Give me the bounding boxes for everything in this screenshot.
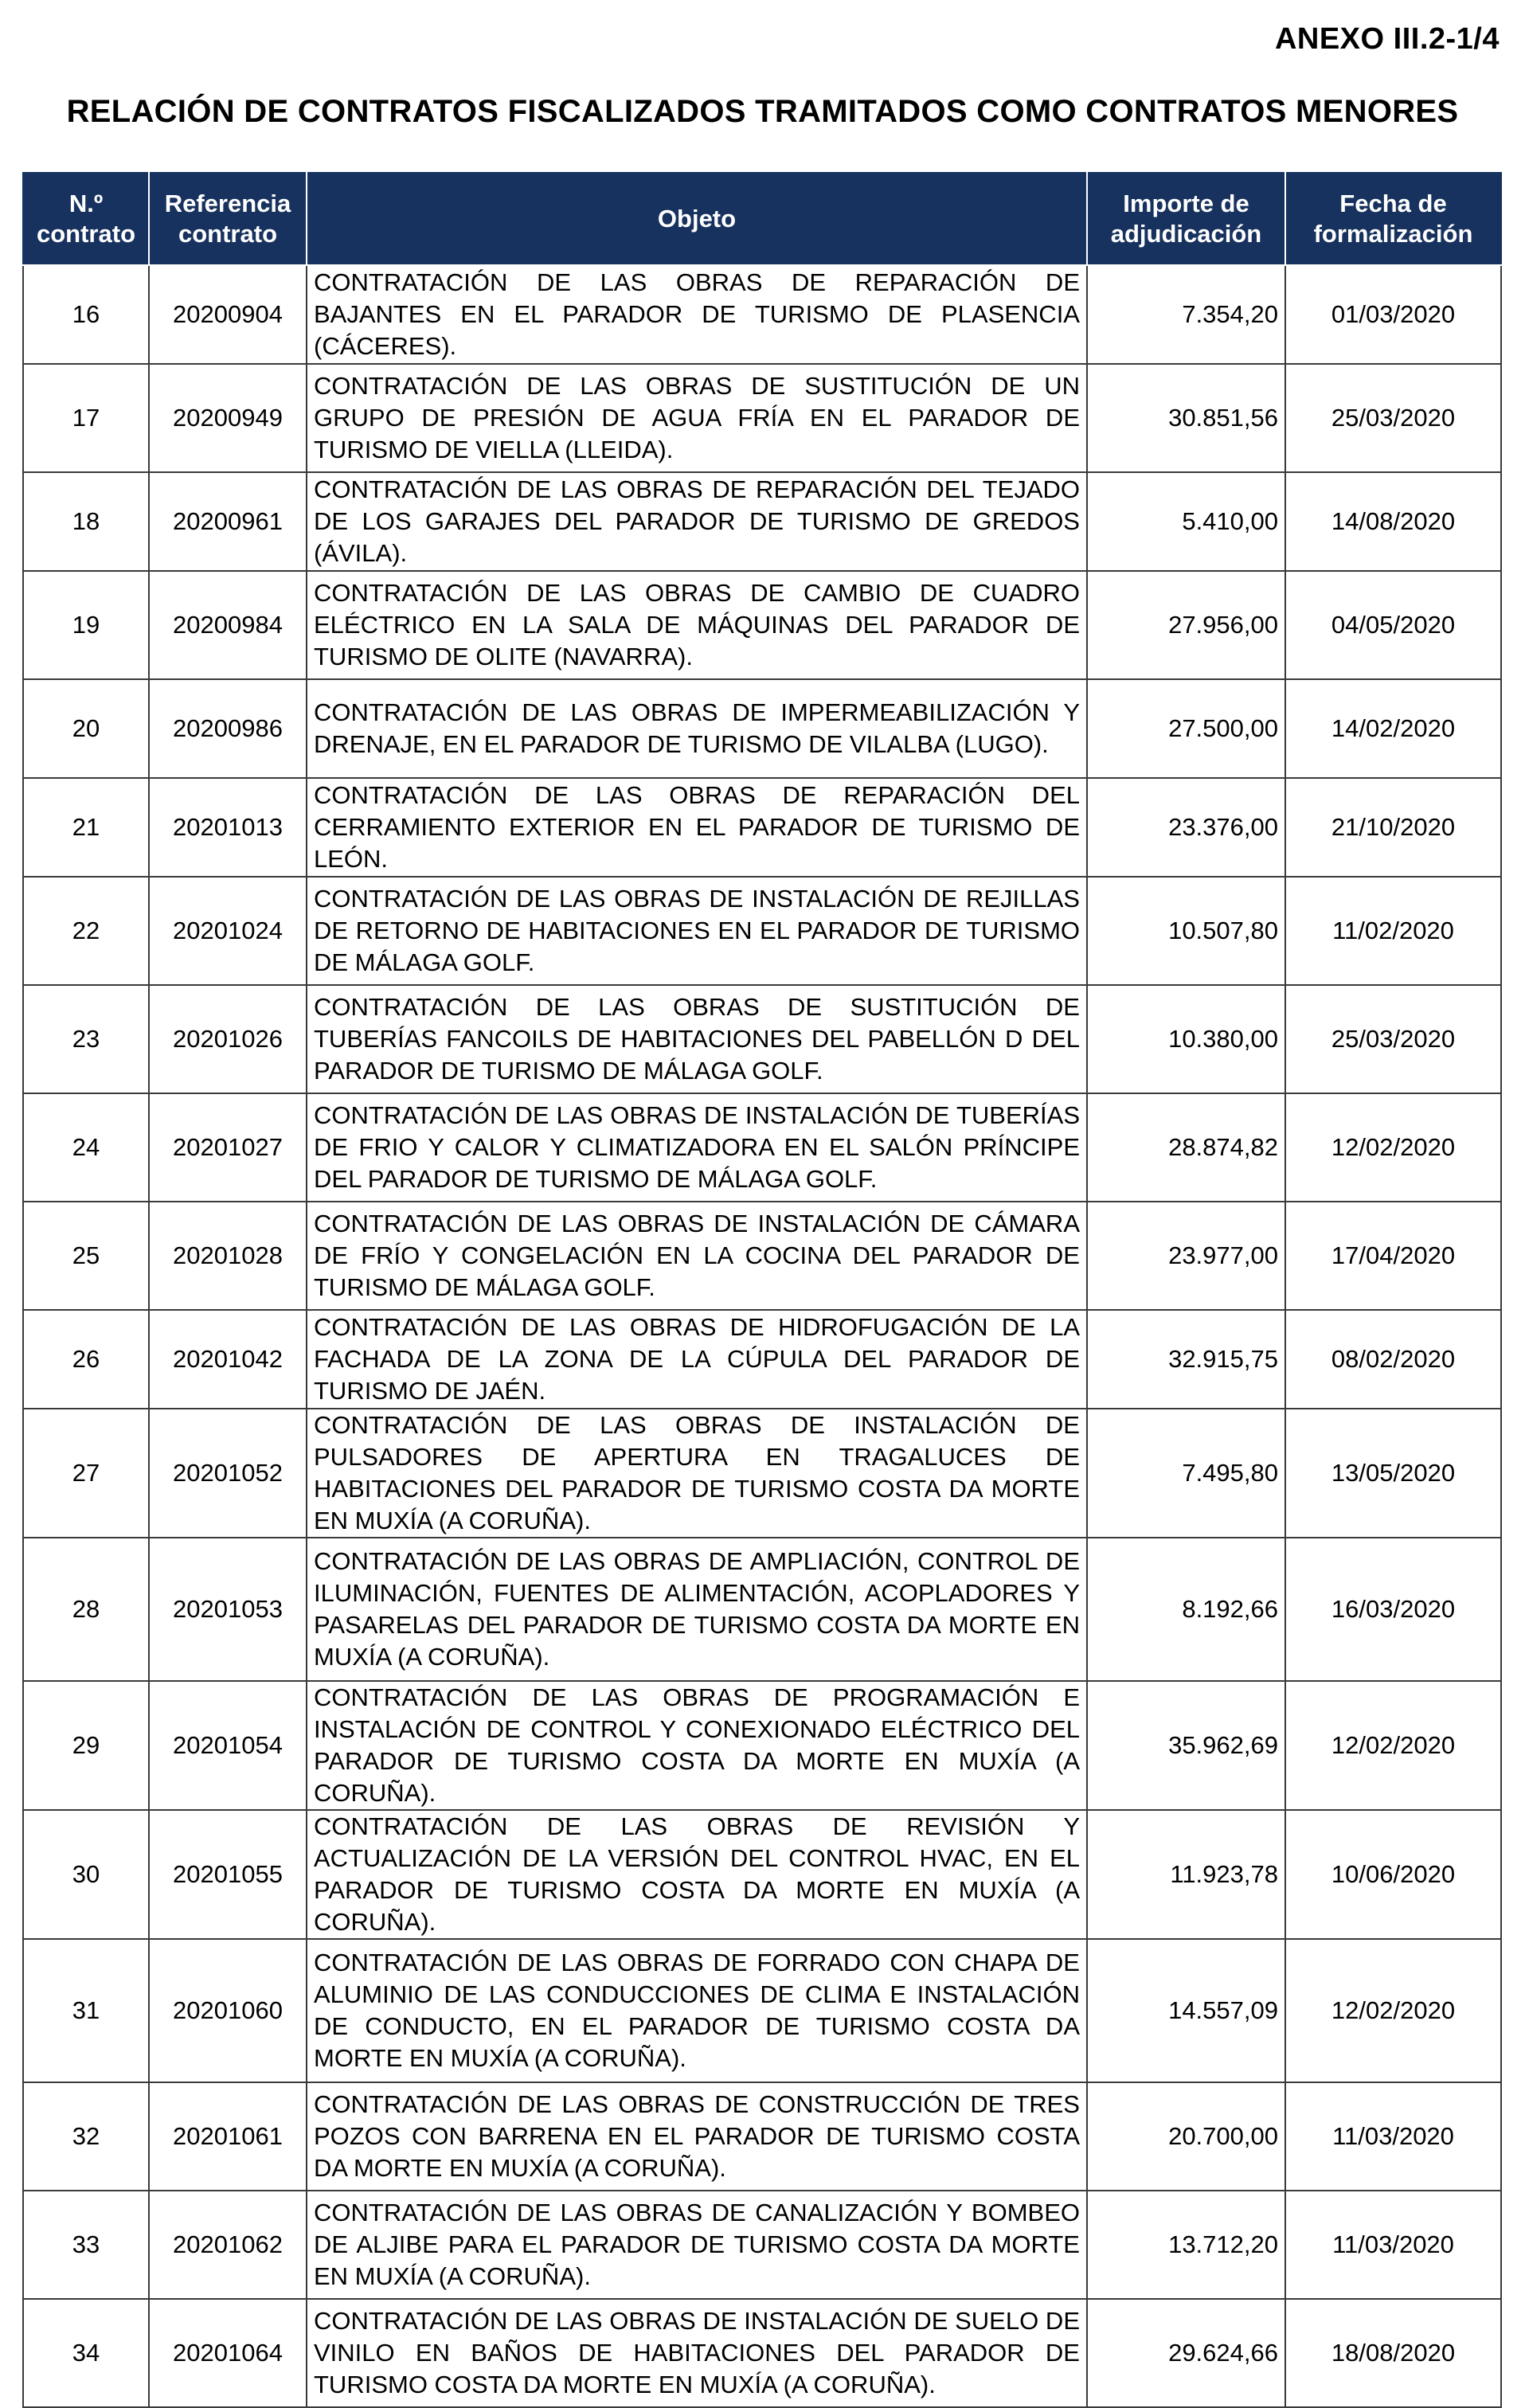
formalization-date-cell: 10/06/2020 — [1285, 1810, 1501, 1939]
header-award-amount — [1087, 173, 1285, 265]
award-amount-cell: 27.956,00 — [1087, 571, 1285, 679]
contract-object-cell: CONTRATACIÓN DE LAS OBRAS DE SUSTITUCIÓN DE TUBERÍAS FANCOILS DE HABITACIONES DEL PABELLÓN D DEL PARADOR DE TURISMO DE MÁLAGA GOLF. — [307, 985, 1087, 1093]
table-row — [23, 472, 1501, 571]
contract-reference-cell: 20201042 — [149, 1310, 307, 1409]
contract-number-cell: 26 — [23, 1310, 149, 1409]
formalization-date-cell: 25/03/2020 — [1285, 364, 1501, 472]
contract-reference-cell: 20201027 — [149, 1093, 307, 1202]
formalization-date-cell: 08/02/2020 — [1285, 1310, 1501, 1409]
award-amount-cell: 7.495,80 — [1087, 1409, 1285, 1538]
contract-number-cell: 24 — [23, 1093, 149, 1202]
award-amount-cell: 7.354,20 — [1087, 265, 1285, 364]
table-row — [23, 1093, 1501, 1202]
formalization-date-cell: 12/02/2020 — [1285, 1681, 1501, 1810]
page-title: RELACIÓN DE CONTRATOS FISCALIZADOS TRAMITADOS COMO CONTRATOS MENORES — [66, 94, 1459, 129]
header-line: formalización — [1313, 220, 1473, 248]
formalization-date-cell: 11/03/2020 — [1285, 2082, 1501, 2191]
contract-reference-cell: 20200961 — [149, 472, 307, 571]
award-amount-cell: 20.700,00 — [1087, 2082, 1285, 2191]
contract-object-cell: CONTRATACIÓN DE LAS OBRAS DE FORRADO CON CHAPA DE ALUMINIO DE LAS CONDUCCIONES DE CLIMA E INSTALACIÓN DE CONDUCTO, EN EL PARADOR DE TURISMO COSTA DA MORTE EN MUXÍA (A CORUÑA). — [307, 1939, 1087, 2082]
contract-reference-cell: 20201052 — [149, 1409, 307, 1538]
contract-object-cell: CONTRATACIÓN DE LAS OBRAS DE HIDROFUGACIÓN DE LA FACHADA DE LA ZONA DE LA CÚPULA DEL PARADOR DE TURISMO DE JAÉN. — [307, 1310, 1087, 1409]
award-amount-cell: 10.380,00 — [1087, 985, 1285, 1093]
table-row — [23, 877, 1501, 985]
header-line: contrato — [37, 220, 135, 248]
header-contract-number — [23, 173, 149, 265]
contract-reference-cell: 20200986 — [149, 679, 307, 778]
contract-object-cell: CONTRATACIÓN DE LAS OBRAS DE SUSTITUCIÓN DE UN GRUPO DE PRESIÓN DE AGUA FRÍA EN EL PARADOR DE TURISMO DE VIELLA (LLEIDA). — [307, 364, 1087, 472]
award-amount-cell: 30.851,56 — [1087, 364, 1285, 472]
award-amount-cell: 13.712,20 — [1087, 2191, 1285, 2299]
table-row — [23, 1409, 1501, 1538]
contract-object-cell: CONTRATACIÓN DE LAS OBRAS DE INSTALACIÓN DE REJILLAS DE RETORNO DE HABITACIONES EN EL PARADOR DE TURISMO DE MÁLAGA GOLF. — [307, 877, 1087, 985]
table-row — [23, 2299, 1501, 2407]
award-amount-cell: 29.624,66 — [1087, 2299, 1285, 2407]
header-line: Objeto — [657, 205, 737, 233]
formalization-date-cell: 14/08/2020 — [1285, 472, 1501, 571]
table-row — [23, 2082, 1501, 2191]
formalization-date-cell: 01/03/2020 — [1285, 265, 1501, 364]
formalization-date-cell: 13/05/2020 — [1285, 1409, 1501, 1538]
formalization-date-cell: 12/02/2020 — [1285, 1939, 1501, 2082]
contract-reference-cell: 20201062 — [149, 2191, 307, 2299]
contract-reference-cell: 20201060 — [149, 1939, 307, 2082]
award-amount-cell: 5.410,00 — [1087, 472, 1285, 571]
table-row — [23, 1681, 1501, 1810]
contract-number-cell: 19 — [23, 571, 149, 679]
header-line: adjudicación — [1110, 220, 1262, 248]
contract-object-cell: CONTRATACIÓN DE LAS OBRAS DE REPARACIÓN DEL CERRAMIENTO EXTERIOR EN EL PARADOR DE TURISMO DE LEÓN. — [307, 778, 1087, 877]
contract-number-cell: 33 — [23, 2191, 149, 2299]
contract-object-cell: CONTRATACIÓN DE LAS OBRAS DE INSTALACIÓN DE CÁMARA DE FRÍO Y CONGELACIÓN EN LA COCINA DEL PARADOR DE TURISMO DE MÁLAGA GOLF. — [307, 1202, 1087, 1310]
table-row — [23, 679, 1501, 778]
formalization-date-cell: 14/02/2020 — [1285, 679, 1501, 778]
formalization-date-cell: 16/03/2020 — [1285, 1538, 1501, 1681]
award-amount-cell: 27.500,00 — [1087, 679, 1285, 778]
formalization-date-cell: 18/08/2020 — [1285, 2299, 1501, 2407]
table-row — [23, 2191, 1501, 2299]
contract-reference-cell: 20201028 — [149, 1202, 307, 1310]
contract-reference-cell: 20201061 — [149, 2082, 307, 2191]
formalization-date-cell: 17/04/2020 — [1285, 1202, 1501, 1310]
contract-reference-cell: 20201053 — [149, 1538, 307, 1681]
contract-number-cell: 22 — [23, 877, 149, 985]
contract-object-cell: CONTRATACIÓN DE LAS OBRAS DE INSTALACIÓN DE PULSADORES DE APERTURA EN TRAGALUCES DE HABITACIONES DEL PARADOR DE TURISMO COSTA DA MORTE EN MUXÍA (A CORUÑA). — [307, 1409, 1087, 1538]
award-amount-cell: 23.977,00 — [1087, 1202, 1285, 1310]
formalization-date-cell: 12/02/2020 — [1285, 1093, 1501, 1202]
formalization-date-cell: 11/03/2020 — [1285, 2191, 1501, 2299]
table-row — [23, 985, 1501, 1093]
contract-reference-cell: 20201054 — [149, 1681, 307, 1810]
table-header-row — [23, 173, 1501, 265]
header-object — [307, 173, 1087, 265]
award-amount-cell: 35.962,69 — [1087, 1681, 1285, 1810]
award-amount-cell: 11.923,78 — [1087, 1810, 1285, 1939]
header-line: Fecha de — [1339, 190, 1447, 217]
contract-reference-cell: 20201024 — [149, 877, 307, 985]
award-amount-cell: 10.507,80 — [1087, 877, 1285, 985]
contract-number-cell: 16 — [23, 265, 149, 364]
contract-object-cell: CONTRATACIÓN DE LAS OBRAS DE REVISIÓN Y ACTUALIZACIÓN DE LA VERSIÓN DEL CONTROL HVAC, EN EL PARADOR DE TURISMO COSTA DA MORTE EN MUXÍA (A CORUÑA). — [307, 1810, 1087, 1939]
contract-number-cell: 27 — [23, 1409, 149, 1538]
award-amount-cell: 28.874,82 — [1087, 1093, 1285, 1202]
contract-number-cell: 30 — [23, 1810, 149, 1939]
table-row — [23, 364, 1501, 472]
contract-number-cell: 18 — [23, 472, 149, 571]
contract-number-cell: 17 — [23, 364, 149, 472]
contract-number-cell: 20 — [23, 679, 149, 778]
award-amount-cell: 23.376,00 — [1087, 778, 1285, 877]
header-line: Referencia — [164, 190, 291, 217]
contract-object-cell: CONTRATACIÓN DE LAS OBRAS DE PROGRAMACIÓN E INSTALACIÓN DE CONTROL Y CONEXIONADO ELÉCTRICO DEL PARADOR DE TURISMO COSTA DA MORTE EN MUXÍA (A CORUÑA). — [307, 1681, 1087, 1810]
table-row — [23, 1939, 1501, 2082]
annex-label: ANEXO III.2-1/4 — [1274, 22, 1500, 56]
contract-object-cell: CONTRATACIÓN DE LAS OBRAS DE REPARACIÓN DEL TEJADO DE LOS GARAJES DEL PARADOR DE TURISMO DE GREDOS (ÁVILA). — [307, 472, 1087, 571]
contract-object-cell: CONTRATACIÓN DE LAS OBRAS DE REPARACIÓN DE BAJANTES EN EL PARADOR DE TURISMO DE PLASENCIA (CÁCERES). — [307, 265, 1087, 364]
table-row — [23, 778, 1501, 877]
contract-reference-cell: 20201026 — [149, 985, 307, 1093]
header-line: N.º — [68, 190, 104, 217]
table-row — [23, 1810, 1501, 1939]
contracts-table — [22, 172, 1502, 2408]
award-amount-cell: 8.192,66 — [1087, 1538, 1285, 1681]
contract-reference-cell: 20201064 — [149, 2299, 307, 2407]
header-line: contrato — [178, 220, 277, 248]
contract-reference-cell: 20200949 — [149, 364, 307, 472]
contract-number-cell: 28 — [23, 1538, 149, 1681]
contract-reference-cell: 20201013 — [149, 778, 307, 877]
header-line: Importe de — [1123, 190, 1249, 217]
contract-object-cell: CONTRATACIÓN DE LAS OBRAS DE INSTALACIÓN DE SUELO DE VINILO EN BAÑOS DE HABITACIONES DEL PARADOR DE TURISMO COSTA DA MORTE EN MUXÍA (A CORUÑA). — [307, 2299, 1087, 2407]
contract-number-cell: 31 — [23, 1939, 149, 2082]
contract-object-cell: CONTRATACIÓN DE LAS OBRAS DE IMPERMEABILIZACIÓN Y DRENAJE, EN EL PARADOR DE TURISMO DE VILALBA (LUGO). — [307, 679, 1087, 778]
contract-number-cell: 21 — [23, 778, 149, 877]
contract-object-cell: CONTRATACIÓN DE LAS OBRAS DE AMPLIACIÓN, CONTROL DE ILUMINACIÓN, FUENTES DE ALIMENTACIÓN, ACOPLADORES Y PASARELAS DEL PARADOR DE TURISMO COSTA DA MORTE EN MUXÍA (A CORUÑA). — [307, 1538, 1087, 1681]
contract-reference-cell: 20201055 — [149, 1810, 307, 1939]
contract-object-cell: CONTRATACIÓN DE LAS OBRAS DE CANALIZACIÓN Y BOMBEO DE ALJIBE PARA EL PARADOR DE TURISMO COSTA DA MORTE EN MUXÍA (A CORUÑA). — [307, 2191, 1087, 2299]
table-row — [23, 265, 1501, 364]
contract-number-cell: 25 — [23, 1202, 149, 1310]
formalization-date-cell: 21/10/2020 — [1285, 778, 1501, 877]
formalization-date-cell: 11/02/2020 — [1285, 877, 1501, 985]
contract-object-cell: CONTRATACIÓN DE LAS OBRAS DE INSTALACIÓN DE TUBERÍAS DE FRIO Y CALOR Y CLIMATIZADORA EN EL SALÓN PRÍNCIPE DEL PARADOR DE TURISMO DE MÁLAGA GOLF. — [307, 1093, 1087, 1202]
contract-number-cell: 23 — [23, 985, 149, 1093]
contract-number-cell: 29 — [23, 1681, 149, 1810]
contract-object-cell: CONTRATACIÓN DE LAS OBRAS DE CONSTRUCCIÓN DE TRES POZOS CON BARRENA EN EL PARADOR DE TURISMO COSTA DA MORTE EN MUXÍA (A CORUÑA). — [307, 2082, 1087, 2191]
formalization-date-cell: 25/03/2020 — [1285, 985, 1501, 1093]
contract-number-cell: 34 — [23, 2299, 149, 2407]
header-contract-reference — [149, 173, 307, 265]
formalization-date-cell: 04/05/2020 — [1285, 571, 1501, 679]
header-formalization-date — [1285, 173, 1501, 265]
table-row — [23, 571, 1501, 679]
contract-reference-cell: 20200984 — [149, 571, 307, 679]
table-row — [23, 1202, 1501, 1310]
contract-reference-cell: 20200904 — [149, 265, 307, 364]
award-amount-cell: 32.915,75 — [1087, 1310, 1285, 1409]
contract-number-cell: 32 — [23, 2082, 149, 2191]
table-row — [23, 1310, 1501, 1409]
award-amount-cell: 14.557,09 — [1087, 1939, 1285, 2082]
table-row — [23, 1538, 1501, 1681]
contract-object-cell: CONTRATACIÓN DE LAS OBRAS DE CAMBIO DE CUADRO ELÉCTRICO EN LA SALA DE MÁQUINAS DEL PARADOR DE TURISMO DE OLITE (NAVARRA). — [307, 571, 1087, 679]
